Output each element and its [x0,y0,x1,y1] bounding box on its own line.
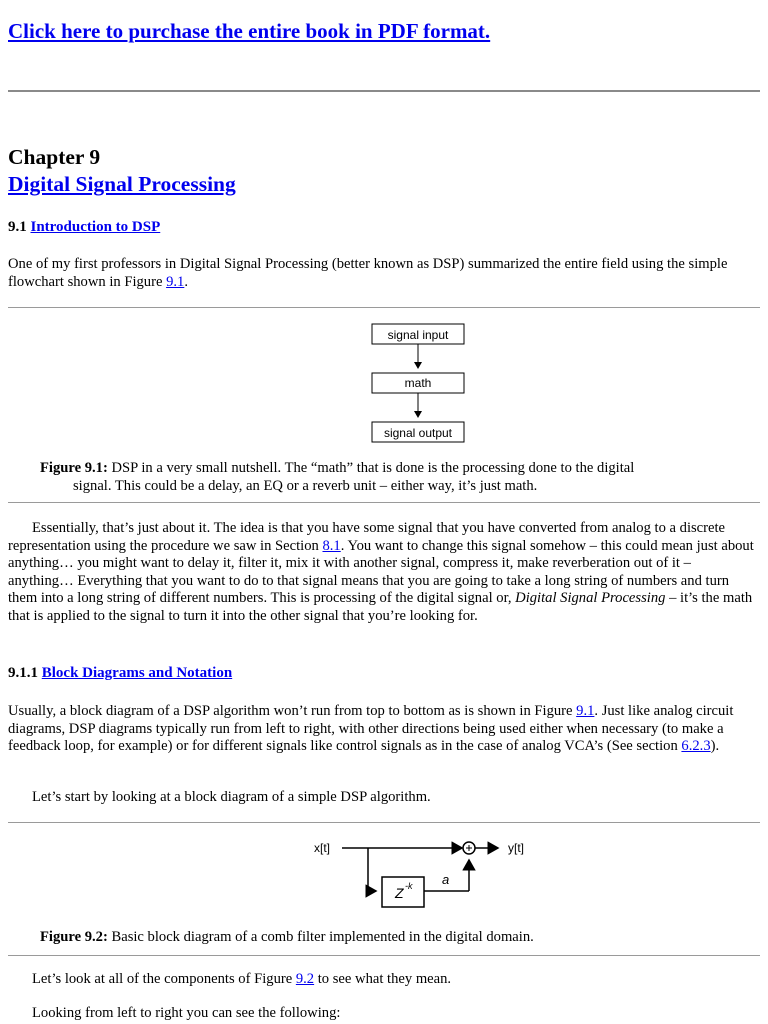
signal-input-label: signal input [387,328,449,342]
figure-9-2-caption [40,929,730,947]
chapter-title-link[interactable]: Digital Signal Processing [8,172,236,196]
figure-bottom-rule [8,502,760,503]
divider [8,90,760,92]
math-label: math [404,376,432,390]
signal-output-label: signal output [383,426,453,440]
purchase-link[interactable]: Click here to purchase the entire book in PDF format. [8,19,491,43]
paragraph-text: . You want to change this signal somehow – this could mean just about anything… you might want to delay it, filter it, mix it with another signal, compress it, make reverberation out of it – anything… Everything that you want to do to that signal means that you are going to take a long string of numbers and turn them into a long string of different numbers. This is processing of the digital signal or, [8,537,754,606]
paragraph-essentially [8,520,760,625]
section-8-1-link[interactable]: 8.1 [322,537,341,554]
figure-9-1-ref-link[interactable]: 9.1 [166,273,185,290]
delay-label: Z [395,885,404,901]
figure-9-1-ref-link[interactable]: 9.1 [576,703,595,719]
gain-label: a [442,872,450,887]
figure-top-rule [8,822,760,823]
paragraph-text: ). [710,738,720,754]
purchase-heading [8,18,490,44]
figure-9-2-ref-link[interactable]: 9.2 [295,971,315,987]
figure-9-1-caption [40,460,730,495]
section-title-link[interactable]: Introduction to DSP [30,219,161,235]
section-6-2-3-link[interactable]: 6.2.3 [681,738,711,754]
chapter-number: Chapter 9 [8,145,101,169]
figure-9-1-flowchart [360,318,480,446]
paragraph-text: Usually, a block diagram of a DSP algorithm won’t run from top to bottom as is shown in Figure [8,703,577,719]
input-label: x[t] [314,841,331,855]
paragraph-text: . Just like analog circuit diagrams, DSP diagrams typically run from left to right, with other directions being used either when necessary (to make a feedback loop, for example) or for different signals like control signals as in the case of analog VCA’s (See section [8,703,734,754]
paragraph-text: Essentially, that’s just about it. The idea is that you have some signal that you have converted from analog to a discrete representation using the procedure we saw in Section [8,520,726,554]
figure-top-rule [8,307,760,308]
delay-exponent: -k [405,881,413,891]
section-title-link[interactable]: Block Diagrams and Notation [41,665,233,681]
caption-text: Basic block diagram of a comb filter implemented in the digital domain. [107,929,534,945]
paragraph-text: to see what they mean. [314,971,452,987]
caption-text: signal. This could be a delay, an EQ or a reverb unit – either way, it’s just math. [73,477,538,494]
figure-9-2-comb-filter [306,830,536,915]
section-9-1-heading [8,219,160,237]
caption-text: DSP in a very small nutshell. The “math” that is done is the processing done to the digital [107,460,635,476]
figure-bottom-rule [8,955,760,956]
section-number: 9.1 [8,219,27,235]
paragraph-left-to-right: Looking from left to right you can see the following: [32,1005,341,1021]
caption-label: Figure 9.1: [40,460,108,476]
paragraph-block-diagrams [8,703,760,756]
paragraph-intro [8,256,760,291]
paragraph-text: – it’s the math that is applied to the signal to turn it into the other signal that you’re looking for. [8,590,753,624]
chapter-title [8,171,236,197]
section-number: 9.1.1 [8,665,38,681]
paragraph-text: . [184,273,188,290]
output-label: y[t] [508,841,525,855]
paragraph-text: One of my first professors in Digital Signal Processing (better known as DSP) summarized the entire field using the simple flowchart shown in Figure [8,256,728,290]
paragraph-italic: Digital Signal Processing [515,590,666,606]
paragraph-text: Let’s look at all of the components of Figure [32,971,296,987]
paragraph-components [8,971,760,989]
paragraph-lets-start: Let’s start by looking at a block diagram of a simple DSP algorithm. [32,789,431,805]
section-9-1-1-heading [8,665,232,683]
caption-label: Figure 9.2: [40,929,108,945]
